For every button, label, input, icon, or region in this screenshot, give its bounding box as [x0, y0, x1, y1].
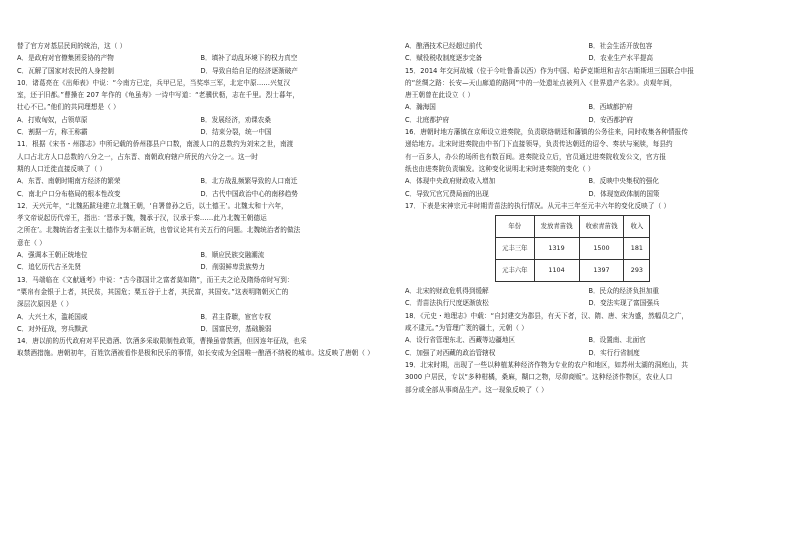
option-row [405, 52, 772, 64]
option-b: D．体现宽政体制的国策 [588, 189, 660, 198]
left-column [17, 40, 384, 360]
option-b: B．君主昏聩，宦官专权 [200, 312, 271, 321]
question-text-line: 有一百多人，办公的场所也有数百间。进奏院设立后，官员通过进奏院收发公文，官方报 [405, 152, 667, 161]
question-text-line: 意在（ ） [17, 238, 46, 247]
question-text-line: 部分或全部从事商品生产。这一现象反映了（ ） [405, 385, 548, 394]
option-row [17, 311, 384, 323]
question-text-line: 唐王朝曾在此设立（ ） [405, 91, 475, 100]
option-b: B．社会生活开放包容 [588, 42, 653, 50]
option-row [17, 52, 384, 64]
option-row [17, 175, 384, 187]
option-b: D．古代中国政治中心的南移趋势 [200, 189, 298, 198]
option-a: C．北庭都护府 [405, 115, 450, 124]
table-row [496, 260, 650, 282]
option-b: D．削弱鲜卑贵族势力 [200, 263, 265, 272]
question-text-line: 19．北宋时期，出现了一些以种植某种经济作物为专业的农户和地区，如苏州太湖的洞庭山，共 [405, 360, 689, 369]
option-b: D．国富民穷，基础脆弱 [200, 324, 272, 333]
option-b: B．反映中央集权的强化 [588, 177, 659, 186]
option-a: C．南北户口分布格局的根本性改变 [17, 189, 121, 198]
question-text-line: 孝文帝说起历代帝王，指出：‘晋承于魏，魏承于汉，汉承于秦……此乃北魏王朝德运 [17, 214, 267, 223]
table-header-cell: 发放青苗钱 [534, 216, 579, 238]
table-cell: 元丰三年 [496, 238, 535, 260]
table-header-cell: 收入 [624, 216, 650, 238]
table-header-cell: 年份 [496, 216, 535, 238]
question-text-line: 取禁酒措施。唐朝初年，百姓饮酒被看作是极和民乐的事情，如长安成为全国唯一酿酒不纳税的城市。这反映了唐朝（ ） [17, 349, 374, 358]
question-text-line: 3000 户居民，专以“多种柑橘，桑麻，糊口之物，尽仰商贩”。这种经济作物区，农业人口 [405, 373, 673, 382]
option-row [405, 114, 772, 126]
question-text-line: 16．唐朝时地方藩镇在京师设立进奏院，负责联络朝廷和藩镇的公务往来，同时收集各种情报传 [405, 128, 689, 137]
option-a: A．大兴土木，滥耗国威 [17, 312, 88, 321]
question-text-line: 15．2014 年交河故城（位于今吐鲁番以西）作为中国、哈萨克斯坦和吉尔吉斯斯坦三国联合申报 [405, 66, 695, 75]
table-cell: 181 [624, 238, 650, 260]
option-a: A．体现中央政府财政收入增加 [405, 177, 496, 186]
qingmiao-table [495, 215, 650, 282]
option-row [405, 297, 772, 309]
option-a: C．割据一方，称王称霸 [17, 128, 88, 137]
option-row [17, 261, 384, 273]
option-a: A．瀚海国 [405, 103, 436, 112]
question-text-line: 咸不逮元。”为管理广袤的疆土，元朝（ ） [405, 324, 528, 333]
table-header-row [496, 216, 650, 238]
option-b: B．设置南、北面官 [588, 336, 646, 345]
option-row [405, 285, 772, 297]
option-b: B．民众的经济负担加重 [588, 287, 659, 296]
option-row [405, 188, 772, 200]
option-row [405, 175, 772, 187]
option-a: C．导致冗官冗费局面的出现 [405, 189, 489, 198]
question-text-line: 深层次原因是（ ） [17, 300, 73, 309]
option-row [17, 249, 384, 261]
table-cell: 293 [624, 260, 650, 282]
question-text-line: 之所在’。北魏统治者主张以土德作为本朝正统，也曾议论其有关五行的问题。北魏统治者的做法 [17, 226, 301, 235]
option-a: A．北宋的财政危机得到缓解 [405, 287, 489, 296]
option-a: C．瓦解了国家对农民的人身控制 [17, 66, 114, 75]
option-row [405, 334, 772, 346]
question-text-line: 11．根据《宋书・州郡志》中所记载的侨州郡县户口数，南渡人口的总数约为刘宋之世，南渡 [17, 140, 294, 149]
option-a: C．赋役税收制度逐步完备 [405, 54, 483, 63]
option-b: B．填补了动乱环境下的权力真空 [200, 54, 298, 63]
question-text-line: 的“丝绸之路：长安—天山廊道的路网”中的一处遗址点被列入《世界遗产名录》。贞观年间， [405, 78, 677, 87]
table-cell: 1397 [579, 260, 624, 282]
option-row [405, 101, 772, 113]
option-row [17, 323, 384, 335]
option-row [17, 126, 384, 138]
option-row [17, 114, 384, 126]
option-a: A．设行省管理东北、西藏等边疆地区 [405, 336, 516, 345]
table-cell: 1319 [534, 238, 579, 260]
option-b: D．导致自给自足的经济逐渐破产 [200, 66, 298, 75]
option-a: A．酿酒技术已经超过前代 [405, 42, 483, 50]
question-text-line: 12．天兴元年，“北魏拓跋珪建立北魏王朝，‘自署曾孙之后，以土德王’。北魏太和十六年， [17, 201, 288, 210]
question-text-line: 14．唐以前的历代政府对平民造酒、饮酒多采取限制性政策，曹操虽曾禁酒，但因连年征战，也采 [17, 337, 307, 346]
option-b: B．顺应民族交融潮流 [200, 251, 265, 260]
option-a: C．追忆历代古圣先贤 [17, 263, 81, 272]
option-a: A．是政府对官僚集团妥协的产物 [17, 54, 114, 63]
question-text-line: 纸也由进奏院负责编发。这种变化说明北宋时进奏院的变化（ ） [405, 164, 595, 173]
question-text-line: “粟帛有金银于上者，其民贫，其国危；粟五谷于上者，其民富，其国安。”这表明隋朝灭亡的 [17, 287, 289, 296]
question-text-line: 10．诸葛亮在《出师表》中说：“今南方已定，兵甲已足，当奖率三军，北定中原……兴复汉 [17, 78, 291, 87]
table-cell: 元丰六年 [496, 260, 535, 282]
option-row [405, 40, 772, 52]
question-text-line: 期的人口迁徙直接反映了（ ） [17, 164, 107, 173]
option-row [17, 65, 384, 77]
option-b: B．北方战乱频繁导致的人口南迁 [200, 177, 298, 186]
option-row [405, 347, 772, 359]
option-a: C．青苗法执行尺度逐渐放松 [405, 299, 489, 308]
option-a: A．东晋、南朝时期南方经济的繁荣 [17, 177, 121, 186]
question-text-line: 18．《元史・地理志》中载：“自封建交为郡县，有天下者，汉、隋、唐、宋为盛，然幅员之广， [405, 311, 689, 320]
option-row [17, 188, 384, 200]
option-a: A．打败匈奴，占领草原 [17, 115, 88, 124]
table-row [496, 238, 650, 260]
option-b: D．农业生产水平提高 [588, 54, 653, 63]
question-text-line: 递给地方。北宋时进奏院由中书门下直接领导，负责传达朝廷的诏令、奏状与案牍，每县约 [405, 140, 673, 149]
table-header-cell: 收索青苗钱 [579, 216, 624, 238]
option-b: D．变法实现了富国强兵 [588, 299, 660, 308]
question-text-line: 人口占北方人口总数的八分之一，占东晋、南朝政府辖户所民的六分之一。这一时 [17, 152, 258, 161]
option-b: B．发展经济，劝课农桑 [200, 115, 271, 124]
table-cell: 1104 [534, 260, 579, 282]
question-text-line: 13．马端临在《文献通考》中说：“古今郡国计之富者莫如隋”，而王夫之论及隋炀帝时写到： [17, 275, 294, 284]
option-a: C．加强了对西藏的政治管辖权 [405, 348, 496, 357]
question-text-line: 替了官方对基层民间的统治，这（ ） [17, 42, 127, 50]
option-a: A．强调本王朝正统地位 [17, 251, 88, 260]
option-b: D．结束分裂，统一中国 [200, 128, 272, 137]
option-b: B．西域都护府 [588, 103, 633, 112]
option-b: D．实行行省制度 [588, 348, 640, 357]
question-text-line: 壮心不已。”他们的共同理想是（ ） [17, 103, 120, 112]
table-cell: 1500 [579, 238, 624, 260]
option-b: D．安西都护府 [588, 115, 634, 124]
question-text-line: 17．下表是宋神宗元丰时期青苗法的执行情况。从元丰三年至元丰六年的变化反映了（ ） [405, 201, 671, 210]
option-a: C．对外征战，穷兵黩武 [17, 324, 88, 333]
right-column [405, 40, 772, 396]
question-text-line: 室，还于旧都。”曹操在 207 年作的《龟虽寿》一诗中写道：“老骥伏枥，志在千里。烈士暮年， [17, 91, 300, 100]
